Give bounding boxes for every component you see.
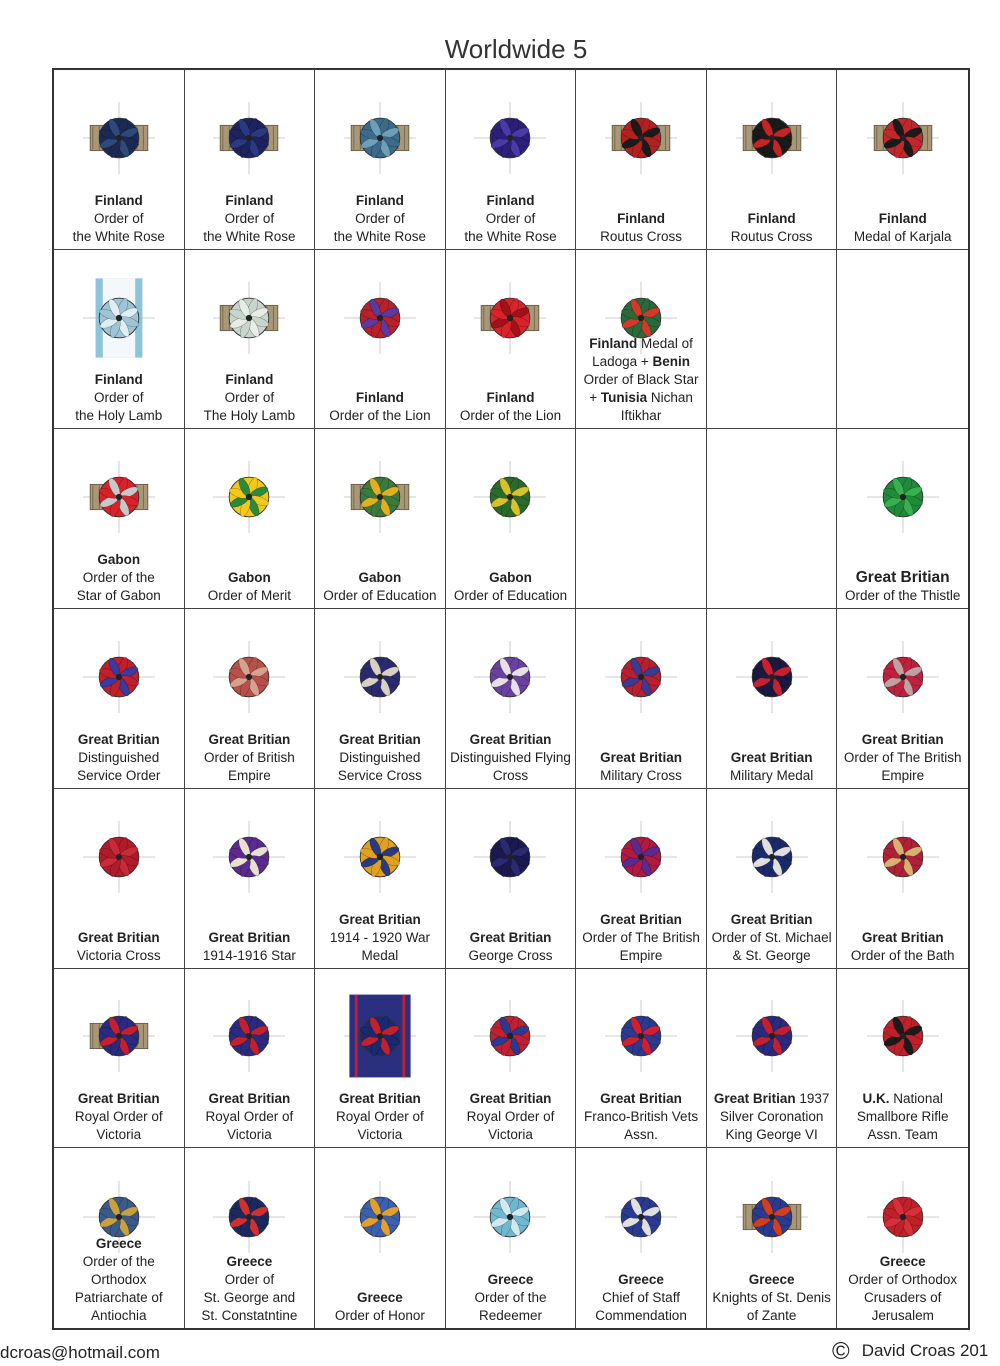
- medal-name: Order of The Holy Lamb: [203, 390, 296, 424]
- medal-caption: [452, 569, 569, 605]
- medal-caption: [206, 569, 293, 605]
- rosette-image: [74, 452, 164, 542]
- rosette-image: [204, 632, 294, 722]
- medal-caption: [458, 389, 563, 425]
- medal-cell: [576, 969, 707, 1149]
- rosette-image: [858, 812, 948, 902]
- country-label: Great Britian: [339, 1091, 421, 1107]
- country-label: Great Britian: [77, 929, 160, 945]
- medal-cell: [837, 1148, 968, 1328]
- country-label: Finland: [589, 336, 638, 352]
- medal-caption: [598, 210, 684, 246]
- medal-cell: [576, 1148, 707, 1328]
- medal-caption: [710, 911, 834, 965]
- country-label: Great Britian: [730, 911, 813, 927]
- medal-caption: [472, 1271, 548, 1325]
- medal-caption: [729, 210, 815, 246]
- medal-caption: [321, 569, 438, 605]
- rosette-image: [74, 812, 164, 902]
- medal-caption: [75, 551, 163, 605]
- rosette-image: [465, 1172, 555, 1262]
- medal-cell: [446, 609, 577, 789]
- medal-name: Royal Order of Victoria: [74, 1109, 163, 1143]
- medal-caption: [202, 731, 297, 785]
- rosette-image: [204, 812, 294, 902]
- medal-cell: [185, 789, 316, 969]
- medal-name: Order of The British Empire: [843, 749, 962, 783]
- author-name: David Croas 201: [861, 1341, 989, 1360]
- country-label: Finland: [747, 210, 796, 226]
- medal-name: 1914-1916 Star: [202, 947, 296, 963]
- country-label: Great Britian: [339, 731, 421, 747]
- rosette-image: [204, 93, 294, 183]
- medal-caption: [332, 192, 428, 246]
- medal-cell: [837, 789, 968, 969]
- medal-cell: [707, 789, 838, 969]
- medal-caption: [710, 1271, 833, 1325]
- country-label: Finland: [94, 192, 143, 208]
- medal-cell: [185, 70, 316, 250]
- country-label: Great Britian: [600, 749, 682, 765]
- rosette-image: [858, 1172, 948, 1262]
- medal-caption: [334, 1090, 426, 1144]
- medal-caption: [199, 1253, 299, 1325]
- medal-caption: [202, 371, 298, 425]
- rosette-image: [74, 991, 164, 1081]
- medal-grid-frame: [52, 68, 970, 1330]
- medal-cell: [185, 429, 316, 609]
- country-label: Great Britian: [713, 1091, 796, 1107]
- medal-name: 1937 Silver Coronation King George VI: [719, 1091, 830, 1143]
- medal-caption: [333, 1289, 427, 1325]
- medal-name: Military Cross: [600, 767, 682, 783]
- medal-name: Order of Orthodox Crusaders of Jerusalem: [848, 1271, 958, 1323]
- country-label: Tunisia: [600, 390, 648, 406]
- medal-cell: [315, 70, 446, 250]
- rosette-image: [204, 1172, 294, 1262]
- medal-name: Distinguished Service Order: [77, 749, 161, 783]
- rosette-image: [858, 93, 948, 183]
- rosette-image: [335, 273, 425, 363]
- medal-caption: [846, 1253, 959, 1325]
- medal-cell: [707, 1148, 838, 1328]
- rosette-image: [465, 991, 555, 1081]
- country-label: Finland: [355, 192, 404, 208]
- medal-name: Royal Order of Victoria: [336, 1109, 424, 1143]
- rosette-image: [727, 632, 817, 722]
- rosette-image: [335, 812, 425, 902]
- rosette-image: [74, 632, 164, 722]
- country-label: Great Britian: [208, 731, 291, 747]
- country-label: Finland: [225, 192, 274, 208]
- country-label: Greece: [618, 1271, 664, 1287]
- medal-name: Order of the Holy Lamb: [75, 390, 163, 424]
- medal-caption: [843, 569, 962, 605]
- rosette-image: [596, 632, 686, 722]
- empty-cell: [576, 429, 707, 609]
- medal-caption: [598, 749, 684, 785]
- medal-name: Order of the Redeemer: [474, 1289, 547, 1323]
- country-label: Great Britian: [208, 1091, 291, 1107]
- country-label: Great Britian: [861, 731, 944, 747]
- medal-grid: [54, 70, 968, 1328]
- medal-cell: [54, 789, 185, 969]
- medal-name: Order of the Bath: [850, 947, 955, 963]
- country-label: Great Britian: [730, 749, 813, 765]
- medal-cell: [315, 1148, 446, 1328]
- country-label: Great Britian: [208, 929, 291, 945]
- rosette-image: [727, 812, 817, 902]
- medal-caption: [73, 1090, 165, 1144]
- country-label: Finland: [486, 390, 535, 406]
- country-label: Greece: [357, 1289, 403, 1305]
- country-label: Finland: [355, 390, 404, 406]
- rosette-image: [74, 93, 164, 183]
- copyright-icon: ©: [832, 1338, 850, 1365]
- medal-inline-caption: [857, 1091, 949, 1142]
- medal-name: Distinguished Service Cross: [337, 749, 422, 783]
- medal-caption: [837, 1090, 968, 1144]
- medal-cell: [446, 789, 577, 969]
- medal-name: Order of the White Rose: [72, 210, 165, 244]
- medal-name: Order of the Star of Gabon: [76, 570, 161, 604]
- medal-name: Order of the Lion: [329, 408, 431, 424]
- rosette-image: [335, 452, 425, 542]
- medal-caption: [582, 1090, 700, 1144]
- country-label: U.K.: [862, 1091, 890, 1107]
- medal-caption: [201, 929, 298, 965]
- medal-name: Distinguished Flying Cross: [450, 749, 571, 783]
- medal-name: Order of The British Empire: [582, 929, 700, 963]
- rosette-image: [727, 991, 817, 1081]
- rosette-image: [465, 452, 555, 542]
- medal-caption: [203, 1090, 295, 1144]
- medal-name: Order of the White Rose: [464, 210, 557, 244]
- medal-caption: [593, 1271, 689, 1325]
- medal-name: Medal of Karjala: [853, 228, 952, 244]
- medal-caption: [73, 1235, 165, 1325]
- medal-cell: [576, 789, 707, 969]
- rosette-image: [204, 452, 294, 542]
- medal-name: Order of the Thistle: [845, 588, 961, 604]
- rosette-image: [465, 632, 555, 722]
- medal-name: Order of the White Rose: [333, 210, 427, 244]
- medal-name: Military Medal: [729, 767, 814, 783]
- medal-caption: [328, 911, 432, 965]
- medal-name: Order of Merit: [207, 588, 291, 604]
- medal-caption: [466, 929, 554, 965]
- country-label: Great Britian: [77, 1091, 160, 1107]
- medal-cell: [54, 70, 185, 250]
- medal-name: Order of Honor: [334, 1307, 425, 1323]
- medal-name: Franco-British Vets Assn.: [584, 1109, 699, 1143]
- medal-name: George Cross: [468, 947, 553, 963]
- medal-cell: [185, 969, 316, 1149]
- medal-cell: [185, 250, 316, 430]
- medal-name: Victoria Cross: [76, 947, 161, 963]
- medal-cell: [54, 250, 185, 430]
- medal-name: Order of St. George and St. Constatntine: [201, 1271, 298, 1323]
- rosette-image: [858, 452, 948, 542]
- medal-name: Knights of St. Denis of Zante: [712, 1289, 831, 1323]
- country-label: Great Britian: [77, 731, 160, 747]
- medal-cell: [576, 609, 707, 789]
- medal-caption: [71, 192, 167, 246]
- country-label: Benin: [652, 354, 691, 370]
- medal-name: 1914 - 1920 War Medal: [329, 929, 430, 963]
- country-label: Great Britian: [855, 569, 950, 587]
- country-label: Greece: [226, 1253, 273, 1269]
- medal-cell: [54, 1148, 185, 1328]
- rosette-image: [465, 273, 555, 363]
- medal-cell: [54, 969, 185, 1149]
- country-label: Finland: [94, 372, 143, 388]
- country-label: Finland: [486, 192, 535, 208]
- medal-name: Order of St. Michael & St. George: [711, 929, 832, 963]
- medal-caption: [336, 731, 424, 785]
- medal-name: Order of Education: [453, 588, 568, 604]
- medal-caption: [462, 192, 558, 246]
- medal-name: Order of Education: [323, 588, 437, 604]
- medal-cell: [54, 429, 185, 609]
- medal-name: Order of the White Rose: [203, 210, 296, 244]
- medal-name: Routus Cross: [600, 228, 682, 244]
- rosette-image: [74, 273, 164, 363]
- medal-name: Routus Cross: [730, 228, 813, 244]
- medal-caption: [728, 749, 815, 785]
- rosette-image: [204, 273, 294, 363]
- country-label: Gabon: [97, 552, 141, 568]
- medal-cell: [707, 969, 838, 1149]
- country-label: Greece: [748, 1271, 795, 1287]
- medal-cell: [707, 609, 838, 789]
- country-label: Great Britian: [600, 1091, 682, 1107]
- medal-name: Medal of Ladoga +: [592, 336, 693, 370]
- country-label: Great Britian: [469, 1091, 552, 1107]
- country-label: Gabon: [358, 570, 402, 586]
- country-label: Great Britian: [861, 929, 944, 945]
- medal-caption: [465, 1090, 557, 1144]
- rosette-image: [596, 1172, 686, 1262]
- country-label: Gabon: [227, 570, 271, 586]
- medal-name: National Smallbore Rifle Assn. Team: [856, 1091, 949, 1143]
- rosette-image: [335, 1172, 425, 1262]
- country-label: Great Britian: [469, 929, 552, 945]
- medal-cell: [185, 1148, 316, 1328]
- medal-cell: [54, 609, 185, 789]
- empty-cell: [837, 250, 968, 430]
- country-label: Greece: [95, 1235, 142, 1251]
- medal-caption: [849, 929, 957, 965]
- country-label: Great Britian: [469, 731, 552, 747]
- medal-caption: [580, 911, 702, 965]
- medal-caption: [707, 1090, 837, 1144]
- rosette-image: [858, 991, 948, 1081]
- medal-caption: [448, 731, 573, 785]
- rosette-image: [335, 991, 425, 1081]
- medal-caption: [201, 192, 297, 246]
- medal-inline-caption: [714, 1091, 830, 1142]
- footer-email: dcroas@hotmail.com: [0, 1343, 160, 1362]
- country-label: Great Britian: [339, 911, 421, 927]
- medal-name: Order of the Orthodox Patriarchate of Antiochia: [74, 1253, 163, 1323]
- country-label: Greece: [487, 1271, 534, 1287]
- rosette-image: [727, 1172, 817, 1262]
- rosette-image: [335, 632, 425, 722]
- rosette-image: [335, 93, 425, 183]
- medal-cell: [837, 429, 968, 609]
- medal-cell: [446, 1148, 577, 1328]
- medal-name: Order of the Lion: [459, 408, 562, 424]
- medal-cell: [446, 70, 577, 250]
- medal-cell: [446, 250, 577, 430]
- medal-inline-caption: [584, 336, 699, 423]
- rosette-image: [465, 812, 555, 902]
- rosette-image: [596, 93, 686, 183]
- rosette-image: [596, 991, 686, 1081]
- medal-caption: [75, 731, 162, 785]
- country-label: Gabon: [489, 570, 532, 586]
- medal-cell: [315, 969, 446, 1149]
- medal-cell: [446, 969, 577, 1149]
- medal-name: Order of British Empire: [203, 749, 295, 783]
- medal-cell: [837, 969, 968, 1149]
- rosette-image: [465, 93, 555, 183]
- medal-name: Royal Order of Victoria: [466, 1109, 555, 1143]
- country-label: Greece: [879, 1253, 926, 1269]
- medal-cell: [837, 609, 968, 789]
- page-title: Worldwide 5: [444, 34, 588, 64]
- medal-cell: [576, 250, 707, 430]
- medal-caption: [73, 371, 164, 425]
- medal-name: Order of Black Star +: [583, 372, 699, 406]
- medal-caption: [327, 389, 432, 425]
- medal-caption: [852, 210, 954, 246]
- rosette-image: [204, 991, 294, 1081]
- medal-cell: [315, 609, 446, 789]
- medal-cell: [315, 789, 446, 969]
- medal-name: Nichan Iftikhar: [620, 390, 693, 424]
- medal-name: Chief of Staff Commendation: [595, 1289, 687, 1323]
- rosette-image: [858, 632, 948, 722]
- footer-copyright: [832, 1338, 988, 1366]
- medal-caption: [576, 335, 706, 425]
- medal-cell: [185, 609, 316, 789]
- empty-cell: [707, 429, 838, 609]
- medal-name: Royal Order of Victoria: [205, 1109, 294, 1143]
- medal-cell: [837, 70, 968, 250]
- medal-cell: [315, 250, 446, 430]
- medal-cell: [707, 70, 838, 250]
- country-label: Finland: [225, 372, 274, 388]
- empty-cell: [707, 250, 838, 430]
- medal-cell: [576, 70, 707, 250]
- medal-caption: [842, 731, 964, 785]
- medal-cell: [315, 429, 446, 609]
- rosette-image: [596, 812, 686, 902]
- country-label: Finland: [617, 210, 666, 226]
- rosette-image: [727, 93, 817, 183]
- medal-caption: [75, 929, 163, 965]
- medal-cell: [446, 429, 577, 609]
- country-label: Finland: [878, 210, 927, 226]
- country-label: Great Britian: [600, 911, 682, 927]
